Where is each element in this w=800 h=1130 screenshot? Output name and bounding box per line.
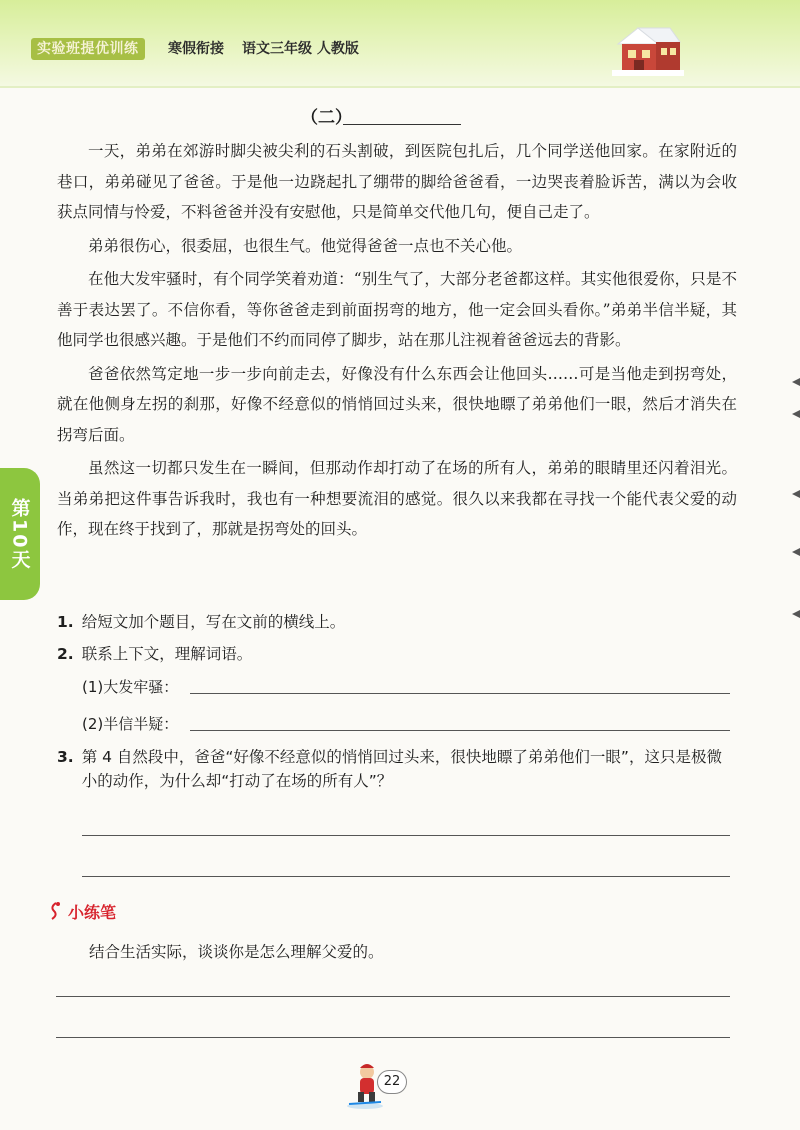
section-title: （二） — [301, 108, 352, 128]
brand-label: 实验班提优训练 — [31, 38, 145, 60]
house-illustration — [612, 22, 684, 76]
answer-line[interactable] — [190, 730, 730, 731]
page-header — [0, 0, 800, 88]
answer-line[interactable] — [82, 835, 730, 836]
question-number: 3. — [57, 748, 74, 766]
question-2-sub-2: (2)半信半疑： — [82, 715, 179, 733]
paragraph: 一天，弟弟在郊游时脚尖被尖利的石头割破，到医院包扎后，几个同学送他回家。在家附近的巷口，弟弟碰见了爸爸。于是他一边跷起扎了绷带的脚给爸爸看，一边哭丧着脸诉苦，满以为会收获点同情与怜爱，不料爸爸并没有安慰他，只是简单交代他几句，便自己走了。 — [57, 142, 737, 221]
paragraph: 弟弟很伤心，很委屈，也很生气。他觉得爸爸一点也不关心他。 — [88, 236, 523, 255]
paragraph: 在他大发牢骚时，有个同学笑着劝道：“别生气了，大部分老爸都这样。其实他很爱你，只是不善于表达罢了。不信你看，等你爸爸走到前面拐弯的地方，他一定会回头看你。”弟弟半信半疑，其他同学也很感兴趣。于是他们不约而同停了脚步，站在那儿注视着爸爸远去的背影。 — [57, 270, 737, 349]
page-number: 22 — [377, 1070, 407, 1094]
question-2 — [57, 642, 252, 666]
answer-line[interactable] — [56, 1037, 730, 1038]
subject-label: 语文三年级 人教版 — [242, 41, 359, 57]
day-tab — [0, 468, 40, 600]
day-tab-label: 第10天 — [8, 497, 31, 571]
question-number: 1. — [57, 613, 74, 631]
practice-prompt: 结合生活实际，谈谈你是怎么理解父爱的。 — [89, 943, 384, 961]
question-text: 第 4 自然段中，爸爸“好像不经意似的悄悄回过头来，很快地瞟了弟弟他们一眼”，这只是极微小的动作，为什么却“打动了在场的所有人”？ — [81, 748, 722, 790]
question-2-sub-1: (1)大发牢骚： — [82, 678, 179, 696]
practice-label: 小练笔 — [68, 902, 117, 922]
reading-passage — [57, 136, 737, 548]
question-number: 2. — [57, 645, 74, 663]
answer-line[interactable] — [190, 693, 730, 694]
title-answer-line[interactable] — [343, 124, 461, 125]
series-label: 寒假衔接 — [168, 41, 224, 57]
question-text: 联系上下文，理解词语。 — [81, 645, 253, 663]
answer-line[interactable] — [56, 996, 730, 997]
question-text: 给短文加个题目，写在文前的横线上。 — [81, 613, 346, 631]
question-1 — [57, 610, 345, 634]
binding-marks — [788, 370, 800, 630]
pen-swirl-icon — [48, 901, 64, 921]
practice-section-header — [48, 898, 116, 924]
page-footer — [345, 1062, 415, 1112]
question-3 — [57, 745, 737, 793]
paragraph: 爸爸依然笃定地一步一步向前走去，好像没有什么东西会让他回头……可是当他走到拐弯处，就在他侧身左拐的刹那，好像不经意似的悄悄回过头来，很快地瞟了弟弟他们一眼，然后才消失在拐弯后面。 — [57, 364, 737, 444]
answer-line[interactable] — [82, 876, 730, 877]
paragraph: 虽然这一切都只发生在一瞬间，但那动作却打动了在场的所有人，弟弟的眼睛里还闪着泪光。当弟弟把这件事告诉我时，我也有一种想要流泪的感觉。很久以来我都在寻找一个能代表父爱的动作，现在终于找到了，那就是拐弯处的回头。 — [57, 459, 737, 538]
